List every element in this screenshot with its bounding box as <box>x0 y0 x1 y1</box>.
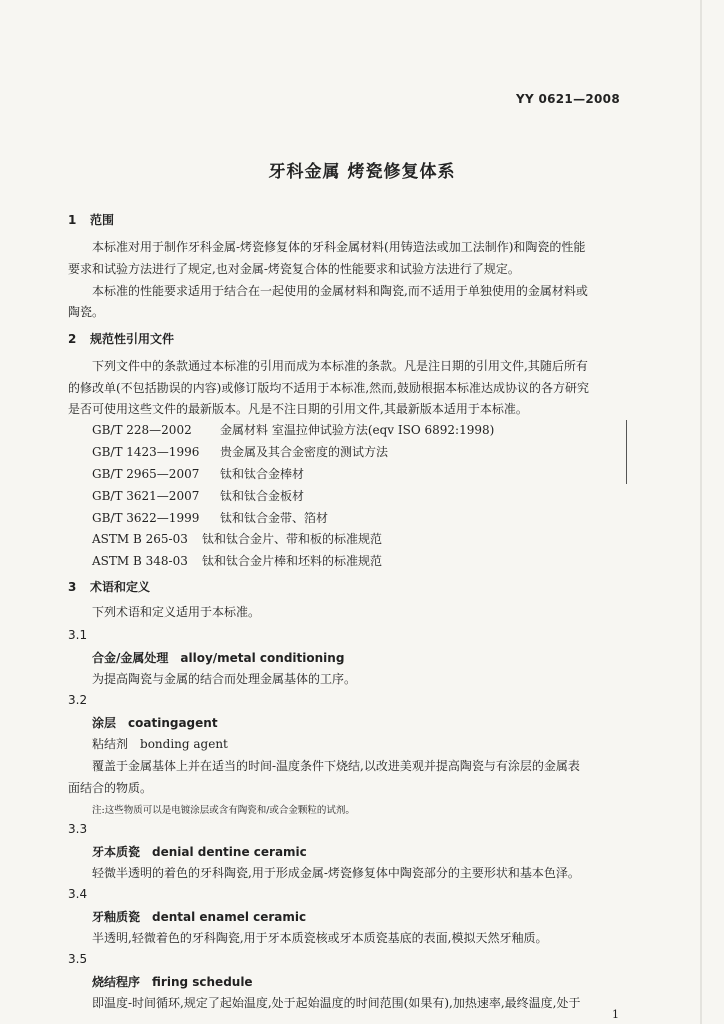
reference-item: GB/T 1423—1996 贵金属及其合金密度的测试方法 <box>92 445 389 459</box>
term-note: 注:这些物质可以是电镀涂层或含有陶瓷和/或合金颗粒的试剂。 <box>92 805 355 816</box>
section-3-heading <box>68 578 150 595</box>
term-heading: 牙釉质瓷 dental enamel ceramic <box>92 910 307 924</box>
s2-para-line1: 下列文件中的条款通过本标准的引用而成为本标准的条款。凡是注日期的引用文件,其随后所有 <box>92 359 588 373</box>
clause-number: 3.5 <box>68 952 88 966</box>
document-title: 牙科金属 烤瓷修复体系 <box>268 162 456 182</box>
clause-number: 3.1 <box>68 628 88 642</box>
reference-item: ASTM B 348-03 钛和钛合金片棒和坯料的标准规范 <box>92 554 383 568</box>
term-heading: 合金/金属处理 alloy/metal conditioning <box>92 651 345 665</box>
section-1-heading <box>68 211 114 228</box>
clause-number: 3.4 <box>68 887 88 901</box>
s2-para-line3: 是否可使用这些文件的最新版本。凡是不注日期的引用文件,其最新版本适用于本标准。 <box>68 402 528 416</box>
page-number: 1 <box>612 1008 619 1021</box>
margin-mark <box>626 420 627 484</box>
term-definition: 半透明,轻微着色的牙科陶瓷,用于牙本质瓷核或牙本质瓷基底的表面,模拟天然牙釉质。 <box>92 931 548 945</box>
term-definition-line1: 覆盖于金属基体上并在适当的时间-温度条件下烧结,以改进美观并提高陶瓷与有涂层的金属表 <box>92 759 580 773</box>
section-title: 术语和定义 <box>90 580 151 594</box>
term-alternative: 粘结剂 bonding agent <box>92 737 228 751</box>
term-heading: 牙本质瓷 denial dentine ceramic <box>92 845 307 859</box>
term-definition-line2: 面结合的物质。 <box>68 781 153 795</box>
term-definition: 即温度-时间循环,规定了起始温度,处于起始温度的时间范围(如果有),加热速率,最终温度,处于 <box>92 996 581 1010</box>
section-number: 1 <box>68 213 77 227</box>
section-title: 规范性引用文件 <box>90 332 175 346</box>
term-definition: 为提高陶瓷与金属的结合而处理金属基体的工序。 <box>92 672 357 686</box>
section-number: 2 <box>68 332 77 346</box>
s1-para1-line1: 本标准对用于制作牙科金属-烤瓷修复体的牙科金属材料(用铸造法或加工法制作)和陶瓷的性能 <box>92 240 586 254</box>
reference-item: GB/T 2965—2007 钛和钛合金棒材 <box>92 467 305 481</box>
s3-intro: 下列术语和定义适用于本标准。 <box>92 605 261 619</box>
clause-number: 3.2 <box>68 693 88 707</box>
reference-item: ASTM B 265-03 钛和钛合金片、带和板的标准规范 <box>92 532 383 546</box>
reference-item: GB/T 228—2002 金属材料 室温拉伸试验方法(eqv ISO 6892:1998) <box>92 423 495 437</box>
s1-para2-line1: 本标准的性能要求适用于结合在一起使用的金属材料和陶瓷,而不适用于单独使用的金属材料或 <box>92 284 588 298</box>
page-edge-shadow <box>700 0 702 1024</box>
term-definition: 轻微半透明的着色的牙科陶瓷,用于形成金属-烤瓷修复体中陶瓷部分的主要形状和基本色泽。 <box>92 866 580 880</box>
term-heading: 烧结程序 firing schedule <box>92 975 253 989</box>
term-heading: 涂层 coatingagent <box>92 716 218 730</box>
reference-item: GB/T 3621—2007 钛和钛合金板材 <box>92 489 305 503</box>
section-number: 3 <box>68 580 77 594</box>
s2-para-line2: 的修改单(不包括勘误的内容)或修订版均不适用于本标准,然而,鼓励根据本标准达成协议的各方研究 <box>68 381 589 395</box>
standard-code: YY 0621—2008 <box>516 92 620 106</box>
reference-item: GB/T 3622—1999 钛和钛合金带、箔材 <box>92 511 329 525</box>
clause-number: 3.3 <box>68 822 88 836</box>
s1-para2-line2: 陶瓷。 <box>68 305 105 319</box>
section-title: 范围 <box>90 213 115 227</box>
section-2-heading <box>68 330 174 347</box>
s1-para1-line2: 要求和试验方法进行了规定,也对金属-烤瓷复合体的性能要求和试验方法进行了规定。 <box>68 262 520 276</box>
